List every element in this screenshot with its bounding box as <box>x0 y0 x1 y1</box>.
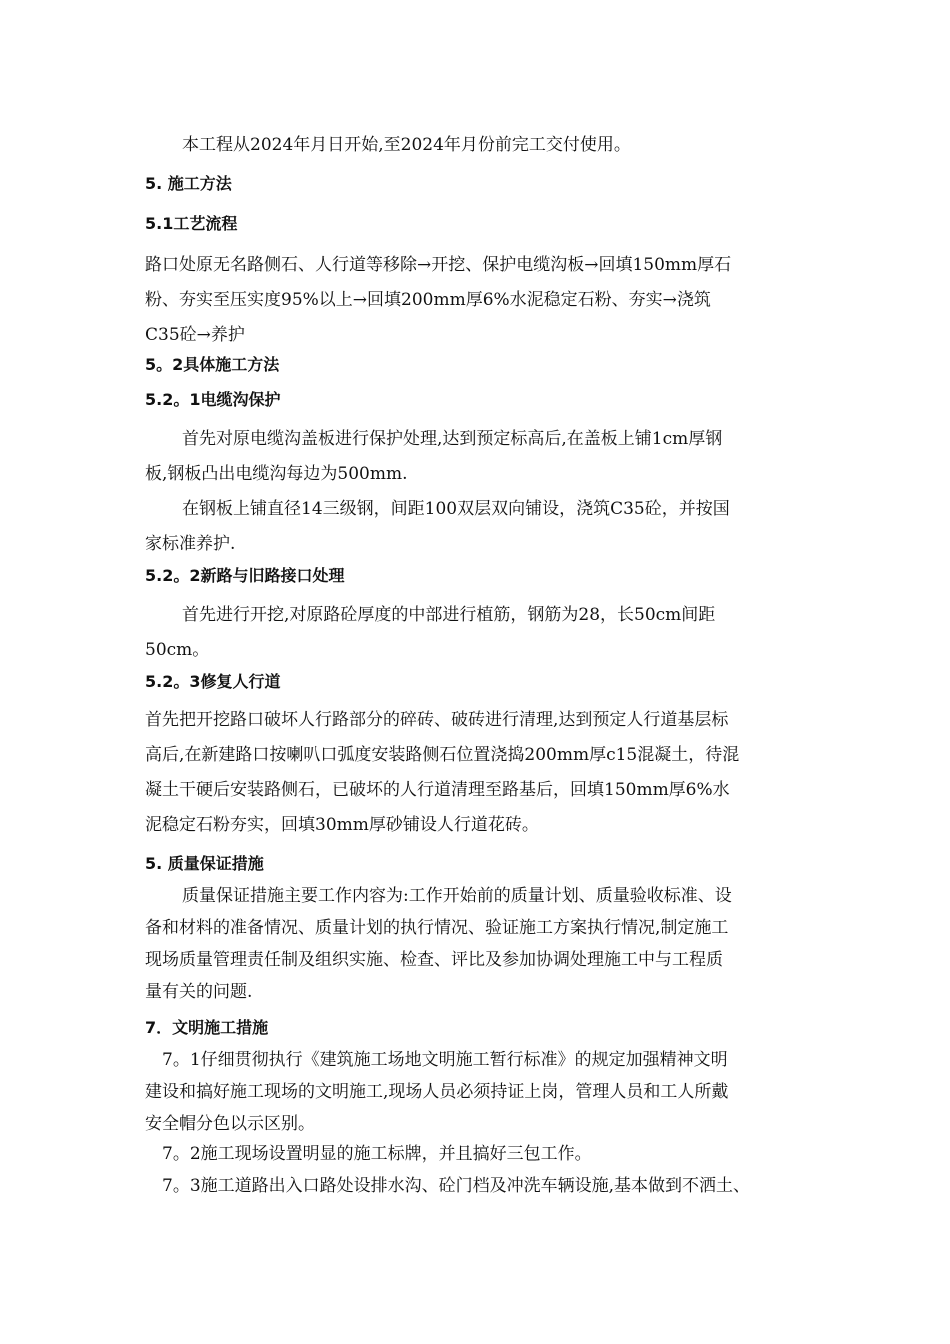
text-line: 本工程从2024年月日开始,至2024年月份前完工交付使用。 <box>182 135 631 155</box>
text-line: 50cm。 <box>145 640 210 660</box>
section-heading-5: 5. 施工方法 <box>145 174 232 193</box>
sidewalk-repair-paragraph <box>145 703 810 843</box>
intro-paragraph <box>145 128 810 163</box>
text-line: 7。3施工道路出入口路处设排水沟、砼门档及冲洗车辆设施,基本做到不洒土、 <box>162 1176 751 1196</box>
text-line: 板,钢板凸出电缆沟每边为500mm. <box>145 464 408 484</box>
road-joint-paragraph <box>145 598 810 668</box>
section-heading-7: 7．文明施工措施 <box>145 1018 269 1037</box>
text-line: C35砼→养护 <box>145 325 245 345</box>
text-line: 凝土干硬后安装路侧石，已破坏的人行道清理至路基后，回填150mm厚6%水 <box>145 780 730 800</box>
text-line: 建设和搞好施工现场的文明施工,现场人员必须持证上岗，管理人员和工人所戴 <box>145 1082 729 1102</box>
text-line: 备和材料的准备情况、质量计划的执行情况、验证施工方案执行情况,制定施工 <box>145 918 729 938</box>
text-line: 首先把开挖路口破坏人行路部分的碎砖、破砖进行清理,达到预定人行道基层标 <box>145 710 729 730</box>
text-line: 现场质量管理责任制及组织实施、检查、评比及参加协调处理施工中与工程质 <box>145 950 723 970</box>
section-heading-quality: 5. 质量保证措施 <box>145 854 264 873</box>
civilized-construction-paragraph-1 <box>145 1044 810 1140</box>
civilized-construction-paragraph-3 <box>145 1170 810 1202</box>
cable-trench-paragraph-2 <box>145 492 810 562</box>
text-line: 泥稳定石粉夯实，回填30mm厚砂铺设人行道花砖。 <box>145 815 539 835</box>
text-line: 7。2施工现场设置明显的施工标牌，并且搞好三包工作。 <box>162 1144 592 1164</box>
text-line: 高后,在新建路口按喇叭口弧度安装路侧石位置浇捣200mm厚c15混凝土，待混 <box>145 745 740 765</box>
cable-trench-paragraph-1 <box>145 422 810 492</box>
text-line: 安全帽分色以示区别。 <box>145 1114 315 1134</box>
text-line: 首先进行开挖,对原路砼厚度的中部进行植筋，钢筋为28，长50cm间距 <box>182 605 716 625</box>
section-heading-5-2-3: 5.2。3修复人行道 <box>145 672 281 691</box>
text-line: 首先对原电缆沟盖板进行保护处理,达到预定标高后,在盖板上铺1cm厚钢 <box>182 429 723 449</box>
civilized-construction-paragraph-2 <box>145 1138 810 1170</box>
process-flow-paragraph <box>145 248 810 353</box>
text-line: 粉、夯实至压实度95%以上→回填200mm厚6%水泥稳定石粉、夯实→浇筑 <box>145 290 711 310</box>
quality-paragraph <box>145 880 810 1008</box>
text-line: 在钢板上铺直径14三级钢，间距100双层双向铺设，浇筑C35砼，并按国 <box>182 499 730 519</box>
section-heading-5-2: 5。2具体施工方法 <box>145 355 280 374</box>
text-line: 7。1仔细贯彻执行《建筑施工场地文明施工暂行标准》的规定加强精神文明 <box>162 1050 728 1070</box>
text-line: 家标准养护. <box>145 534 236 554</box>
text-line: 质量保证措施主要工作内容为:工作开始前的质量计划、质量验收标准、设 <box>182 886 732 906</box>
text-line: 路口处原无名路侧石、人行道等移除→开挖、保护电缆沟板→回填150mm厚石 <box>145 255 732 275</box>
section-heading-5-2-2: 5.2。2新路与旧路接口处理 <box>145 566 345 585</box>
text-line: 量有关的问题. <box>145 982 253 1002</box>
section-heading-5-2-1: 5.2。1电缆沟保护 <box>145 390 281 409</box>
section-heading-5-1: 5.1工艺流程 <box>145 214 238 233</box>
